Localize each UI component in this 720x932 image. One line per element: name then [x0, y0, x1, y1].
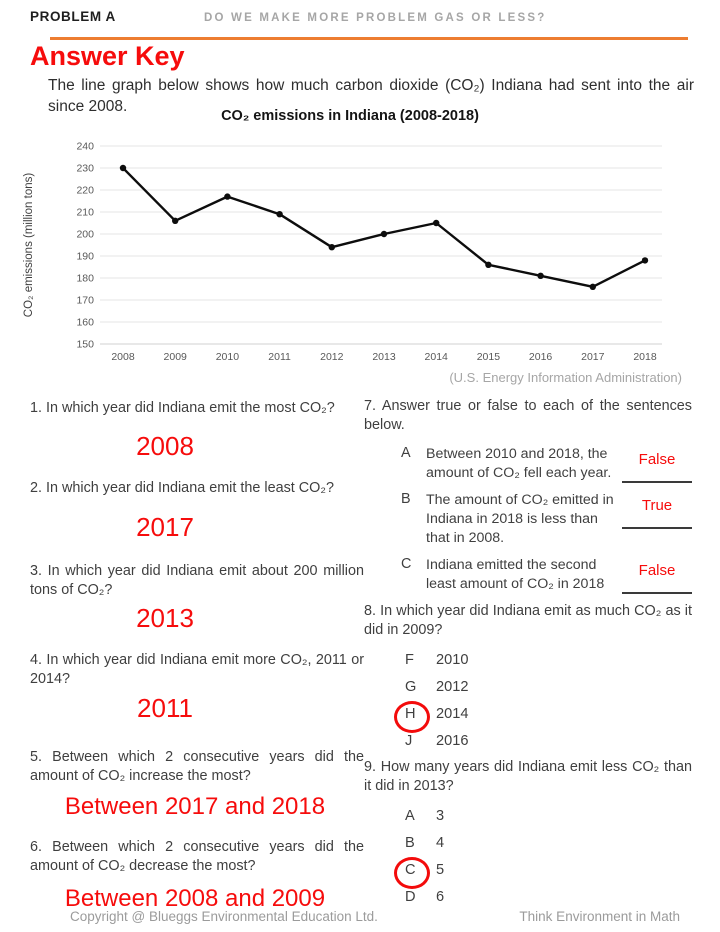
tf-item-a-label: A — [401, 445, 411, 462]
tf-item-c-text: Indiana emitted the second least amount of CO₂ in 2018 — [426, 557, 605, 593]
chart-title: CO₂ emissions in Indiana (2008-2018) — [221, 108, 479, 124]
option-g — [364, 673, 692, 700]
option-c-value: 5 — [436, 861, 445, 878]
svg-text:2015: 2015 — [476, 351, 501, 363]
option-h-value: 2014 — [436, 705, 469, 722]
true-false-list — [364, 445, 692, 594]
option-a-value: 3 — [436, 807, 445, 824]
line-chart-canvas — [18, 128, 690, 372]
question-2: 2. In which year did Indiana emit the least CO₂? — [30, 480, 334, 497]
questions-column-right — [364, 397, 692, 913]
svg-text:190: 190 — [76, 250, 94, 263]
tf-item-a-text: Between 2010 and 2018, the amount of CO₂ fell each year. — [426, 446, 612, 482]
question-8: 8. In which year did Indiana emit as much CO₂ as it did in 2009? — [364, 603, 692, 639]
question-9: 9. How many years did Indiana emit less CO₂ than it did in 2013? — [364, 759, 692, 795]
question-3: 3. In which year did Indiana emit about 200 million tons of CO₂? — [30, 563, 364, 599]
svg-text:2008: 2008 — [111, 351, 135, 363]
questions-area — [30, 397, 692, 913]
option-g-value: 2012 — [436, 678, 469, 695]
answer-2: 2017 — [136, 512, 194, 543]
tagline-text: Think Environment in Math — [519, 909, 680, 924]
intro-text: The line graph below shows how much carbon dioxide (CO₂) Indiana had sent into the air since 2008. — [48, 76, 694, 116]
svg-text:2017: 2017 — [581, 351, 605, 363]
svg-text:2011: 2011 — [268, 351, 291, 363]
page-footer — [0, 909, 720, 924]
svg-text:2012: 2012 — [320, 351, 344, 363]
answer-key-stamp: Answer Key — [30, 41, 185, 71]
option-c-circled — [364, 856, 692, 883]
svg-text:170: 170 — [76, 294, 94, 307]
svg-text:150: 150 — [76, 338, 94, 351]
svg-text:2010: 2010 — [215, 351, 240, 363]
option-c-label: C — [405, 862, 419, 878]
tf-item-a — [364, 445, 692, 483]
question-6: 6. Between which 2 consecutive years did the amount of CO₂ decrease the most? — [30, 839, 364, 875]
worksheet-title: DO WE MAKE MORE PROBLEM GAS OR LESS? — [204, 12, 547, 24]
question-1: 1. In which year did Indiana emit the most CO₂? — [30, 400, 335, 416]
option-d-label: D — [405, 888, 416, 905]
svg-text:180: 180 — [76, 272, 94, 285]
tf-item-c-answer: False — [622, 562, 692, 594]
svg-text:2009: 2009 — [163, 351, 187, 363]
svg-text:220: 220 — [76, 184, 94, 197]
option-f-value: 2010 — [436, 651, 469, 668]
svg-text:2016: 2016 — [528, 351, 553, 363]
tf-item-c-label: C — [401, 556, 412, 573]
svg-text:2013: 2013 — [372, 351, 396, 363]
option-a-label: A — [405, 807, 415, 824]
svg-text:CO₂ emissions (million tons): CO₂ emissions (million tons) — [23, 172, 35, 318]
svg-text:200: 200 — [76, 228, 94, 241]
tf-item-b-answer: True — [622, 497, 692, 529]
copyright-text: Copyright @ Blueggs Environmental Education Ltd. — [70, 909, 378, 924]
answer-3: 2013 — [136, 603, 194, 634]
option-g-label: G — [405, 678, 417, 695]
option-f — [364, 646, 692, 673]
svg-text:2014: 2014 — [424, 351, 448, 363]
svg-text:2018: 2018 — [633, 351, 657, 363]
question-7: 7. Answer true or false to each of the sentences below. — [364, 398, 692, 434]
tf-item-b-label: B — [401, 491, 411, 508]
option-b-value: 4 — [436, 834, 445, 851]
question-5: 5. Between which 2 consecutive years did the amount of CO₂ increase the most? — [30, 749, 364, 785]
answer-1: 2008 — [136, 431, 194, 462]
problem-label: PROBLEM A — [30, 9, 116, 24]
tf-item-a-answer: False — [622, 451, 692, 483]
answer-4: 2011 — [137, 693, 193, 724]
option-b — [364, 829, 692, 856]
option-a — [364, 802, 692, 829]
question-8-options — [364, 646, 692, 754]
question-9-options — [364, 802, 692, 910]
source-citation: (U.S. Energy Information Administration) — [449, 370, 682, 385]
svg-text:230: 230 — [76, 162, 94, 175]
tf-item-b-text: The amount of CO₂ emitted in Indiana in 2018 is less than that in 2008. — [426, 492, 614, 547]
svg-text:240: 240 — [76, 140, 94, 153]
tf-item-c — [364, 556, 692, 594]
option-j-label: J — [405, 732, 413, 749]
answer-6: Between 2008 and 2009 — [64, 885, 326, 913]
svg-text:160: 160 — [76, 316, 94, 329]
option-j-value: 2016 — [436, 732, 469, 749]
option-f-label: F — [405, 651, 414, 668]
option-b-label: B — [405, 834, 415, 851]
questions-column-left — [30, 397, 364, 913]
option-h-circled — [364, 700, 692, 727]
question-4: 4. In which year did Indiana emit more CO₂, 2011 or 2014? — [30, 652, 364, 688]
svg-text:210: 210 — [76, 206, 94, 219]
option-h-label: H — [405, 706, 419, 722]
co2-line-chart — [0, 108, 720, 372]
accent-divider — [50, 37, 688, 40]
option-d-value: 6 — [436, 888, 445, 905]
answer-5: Between 2017 and 2018 — [64, 793, 326, 821]
tf-item-b — [364, 491, 692, 548]
